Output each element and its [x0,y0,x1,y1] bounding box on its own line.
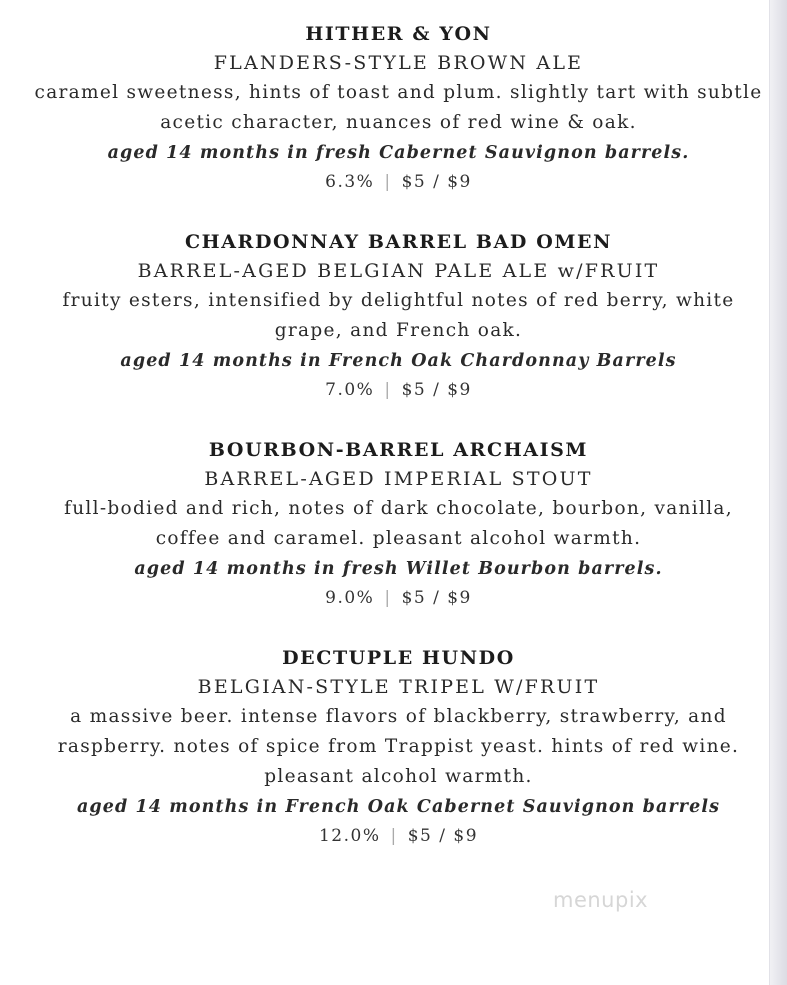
price-separator: | [384,380,392,400]
beer-price: $5 / $9 [401,588,472,608]
beer-abv: 12.0% [318,826,381,846]
beer-aging-note: aged 14 months in fresh Cabernet Sauvignon barrels. [107,143,690,163]
menu-item [0,228,787,404]
beer-style: BELGIAN-STYLE TRIPEL W/FRUIT [197,676,600,698]
price-separator: | [384,588,392,608]
beer-name: HITHER & YON [305,23,492,45]
beer-price-line [0,822,787,850]
price-separator: | [390,826,398,846]
beer-price: $5 / $9 [407,826,479,846]
beer-price: $5 / $9 [401,380,472,400]
beer-style: FLANDERS-STYLE BROWN ALE [213,52,584,74]
beer-description: a massive beer. intense flavors of blackberry, strawberry, and raspberry. notes of spice from Trappist yeast. hints of red wine. pleasant alcohol warmth. [57,706,740,787]
beer-abv: 6.3% [325,172,375,192]
beer-abv: 7.0% [325,380,375,400]
beer-name: DECTUPLE HUNDO [282,647,515,669]
beer-menu [0,20,787,850]
beer-aging-note: aged 14 months in French Oak Chardonnay Barrels [120,351,677,371]
beer-style: BARREL-AGED IMPERIAL STOUT [204,468,593,490]
beer-description: fruity esters, intensified by delightful notes of red berry, white grape, and French oak. [62,290,735,341]
beer-price-line [0,168,787,196]
beer-name: BOURBON-BARREL ARCHAISM [208,439,589,461]
beer-description: full-bodied and rich, notes of dark chocolate, bourbon, vanilla, coffee and caramel. pleasant alcohol warmth. [64,498,733,549]
beer-price-line [0,376,787,404]
beer-price: $5 / $9 [401,172,472,192]
beer-aging-note: aged 14 months in French Oak Cabernet Sauvignon barrels [76,797,721,817]
beer-description: caramel sweetness, hints of toast and plum. slightly tart with subtle acetic character, nuances of red wine & oak. [34,82,763,133]
page-edge-shadow [769,0,787,985]
beer-style: BARREL-AGED BELGIAN PALE ALE w/FRUIT [137,260,660,282]
watermark: menupix [553,888,649,912]
price-separator: | [384,172,392,192]
menu-item [0,436,787,612]
beer-aging-note: aged 14 months in fresh Willet Bourbon barrels. [134,559,663,579]
menu-item [0,644,787,850]
beer-price-line [0,584,787,612]
beer-abv: 9.0% [325,588,375,608]
menu-item [0,20,787,196]
beer-name: CHARDONNAY BARREL BAD OMEN [184,231,613,253]
